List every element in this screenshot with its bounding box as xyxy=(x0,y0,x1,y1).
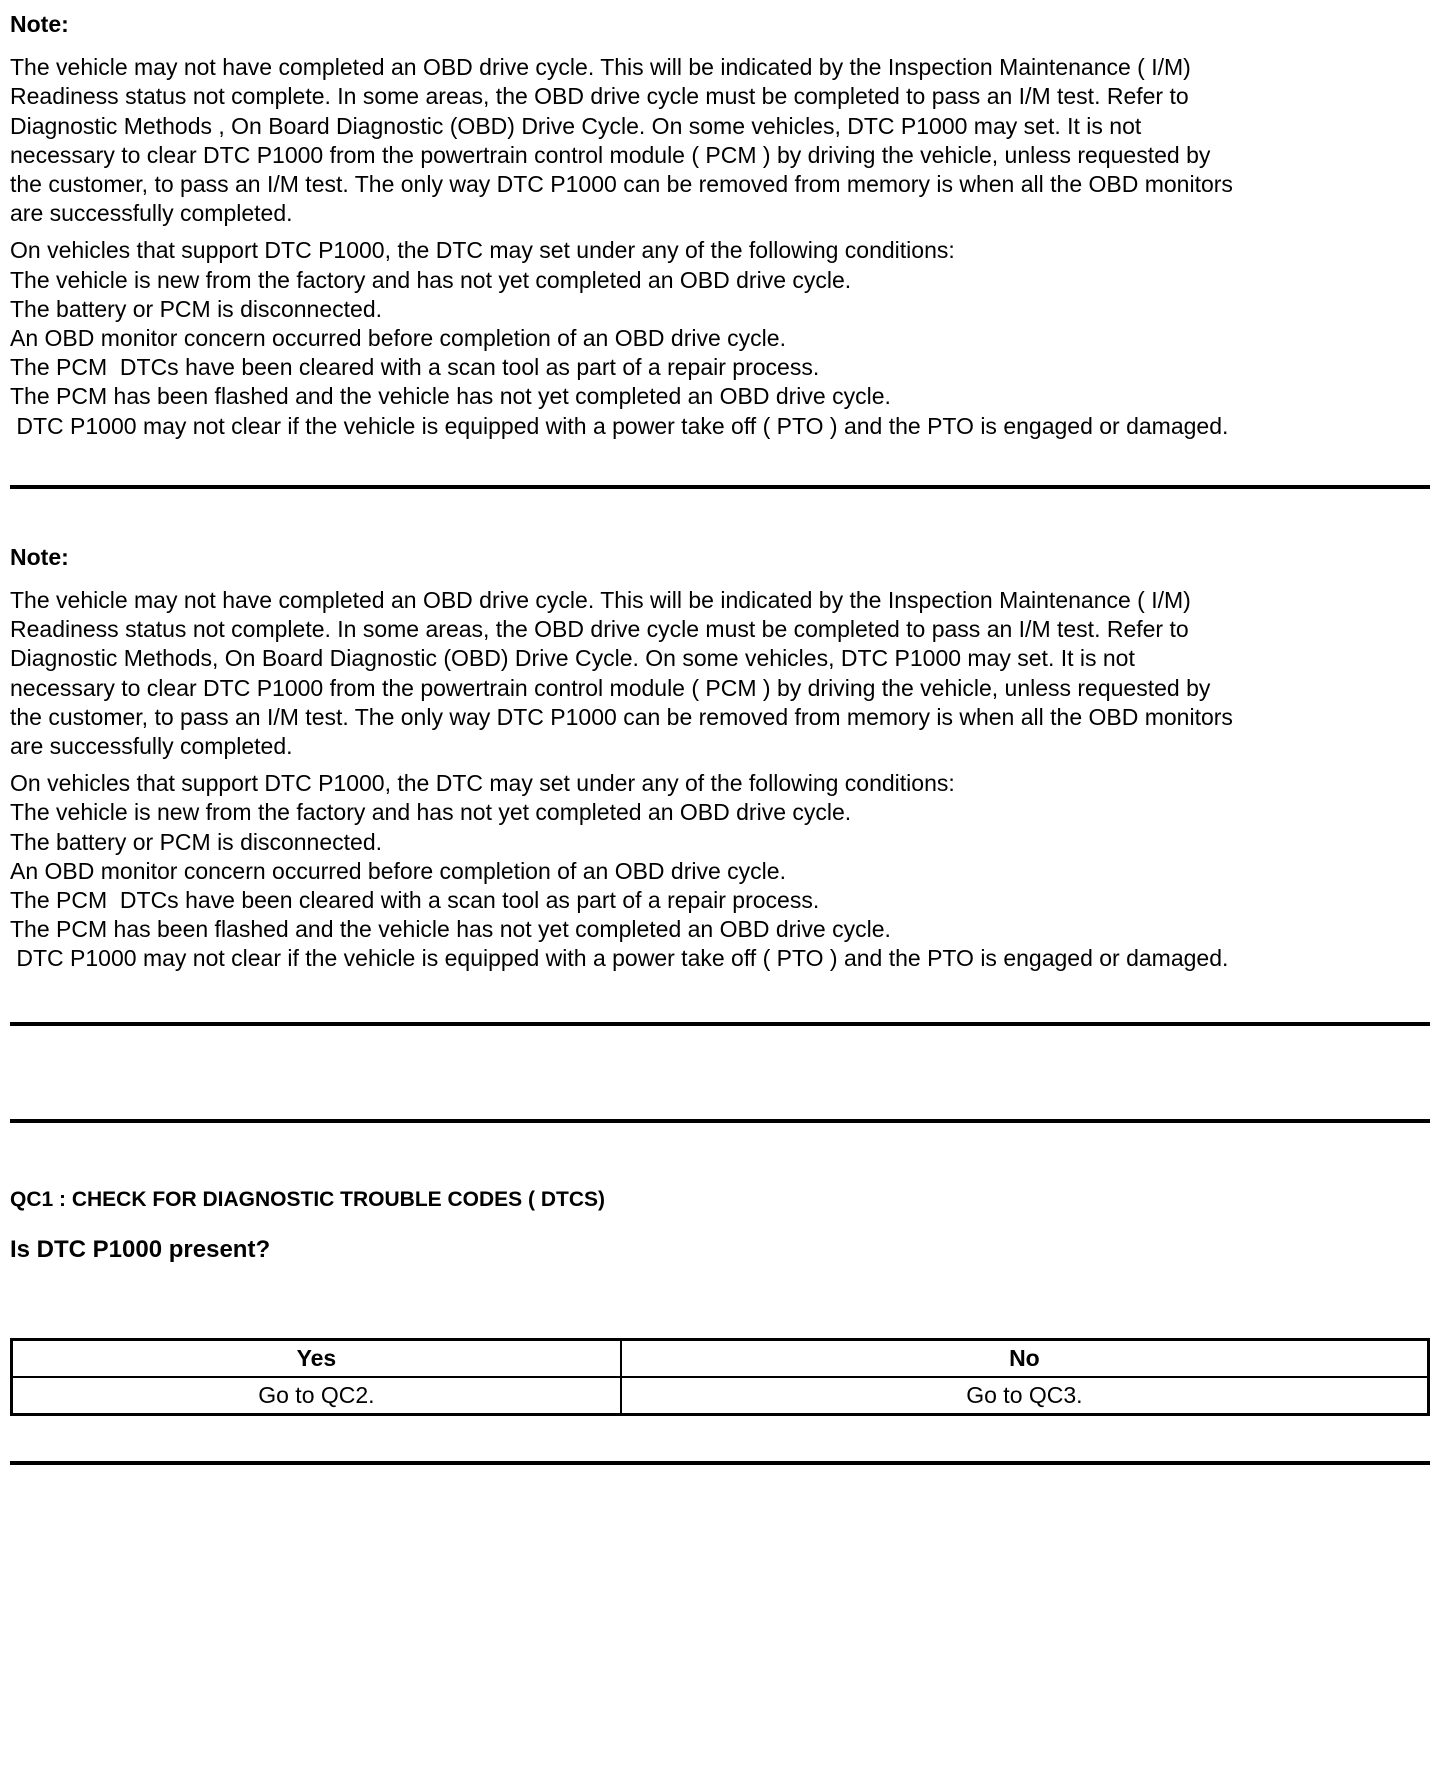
qc1-question: Is DTC P1000 present? xyxy=(10,1236,271,1264)
table-cell-no-action: Go to QC3. xyxy=(621,1377,1429,1415)
section-divider xyxy=(10,1461,1430,1465)
note-section-1 xyxy=(10,10,1430,441)
qc1-step-heading: QC1 : CHECK FOR DIAGNOSTIC TROUBLE CODES ( DTCS) xyxy=(10,1187,606,1211)
condition-item: DTC P1000 may not clear if the vehicle is equipped with a power take off ( PTO ) and the PTO is engaged or damaged. xyxy=(10,412,1229,439)
conditions-block xyxy=(10,236,1242,440)
decision-table xyxy=(10,1338,1430,1416)
condition-item: An OBD monitor concern occurred before completion of an OBD drive cycle. xyxy=(10,325,786,352)
condition-item: The PCM has been flashed and the vehicle has not yet completed an OBD drive cycle. xyxy=(10,383,891,410)
condition-item: The vehicle is new from the factory and has not yet completed an OBD drive cycle. xyxy=(10,799,852,826)
note-paragraph: The vehicle may not have completed an OBD drive cycle. This will be indicated by the Inspection Maintenance ( I/M) Readiness status not complete. In some areas, the OBD drive cycle must be completed to pass an I/M test. Refer to Diagnostic Methods, On Board Diagnostic (OBD) Drive Cycle. On some vehicles, DTC P1000 may set. It is not necessary to clear DTC P1000 from the powertrain control module ( PCM ) by driving the vehicle, unless requested by the customer, to pass an I/M test. The only way DTC P1000 can be removed from memory is when all the OBD monitors are successfully completed. xyxy=(10,587,1240,760)
condition-item: The PCM DTCs have been cleared with a scan tool as part of a repair process. xyxy=(10,354,820,381)
conditions-intro: On vehicles that support DTC P1000, the DTC may set under any of the following conditions: xyxy=(10,237,955,264)
note-section-2 xyxy=(10,543,1430,974)
note-title: Note: xyxy=(10,543,69,570)
section-divider xyxy=(10,1119,1430,1123)
note-paragraph: The vehicle may not have completed an OBD drive cycle. This will be indicated by the Inspection Maintenance ( I/M) Readiness status not complete. In some areas, the OBD drive cycle must be completed to pass an I/M test. Refer to Diagnostic Methods , On Board Diagnostic (OBD) Drive Cycle. On some vehicles, DTC P1000 may set. It is not necessary to clear DTC P1000 from the powertrain control module ( PCM ) by driving the vehicle, unless requested by the customer, to pass an I/M test. The only way DTC P1000 can be removed from memory is when all the OBD monitors are successfully completed. xyxy=(10,54,1240,227)
condition-item: DTC P1000 may not clear if the vehicle is equipped with a power take off ( PTO ) and the PTO is engaged or damaged. xyxy=(10,945,1229,972)
condition-item: The battery or PCM is disconnected. xyxy=(10,828,382,855)
qc1-section xyxy=(10,1187,1430,1417)
condition-item: The PCM has been flashed and the vehicle has not yet completed an OBD drive cycle. xyxy=(10,916,891,943)
conditions-block xyxy=(10,769,1242,973)
condition-item: An OBD monitor concern occurred before completion of an OBD drive cycle. xyxy=(10,857,786,884)
table-cell-yes-action: Go to QC2. xyxy=(12,1377,621,1415)
decision-table-action-row xyxy=(12,1377,1429,1415)
decision-table-header-row xyxy=(12,1339,1429,1377)
condition-item: The battery or PCM is disconnected. xyxy=(10,295,382,322)
note-title: Note: xyxy=(10,11,69,37)
condition-item: The vehicle is new from the factory and has not yet completed an OBD drive cycle. xyxy=(10,266,852,293)
section-divider xyxy=(10,485,1430,489)
section-divider xyxy=(10,1022,1430,1026)
table-header-no: No xyxy=(621,1339,1429,1377)
condition-item: The PCM DTCs have been cleared with a scan tool as part of a repair process. xyxy=(10,887,820,914)
table-header-yes: Yes xyxy=(12,1339,621,1377)
conditions-intro: On vehicles that support DTC P1000, the DTC may set under any of the following conditions: xyxy=(10,770,955,797)
